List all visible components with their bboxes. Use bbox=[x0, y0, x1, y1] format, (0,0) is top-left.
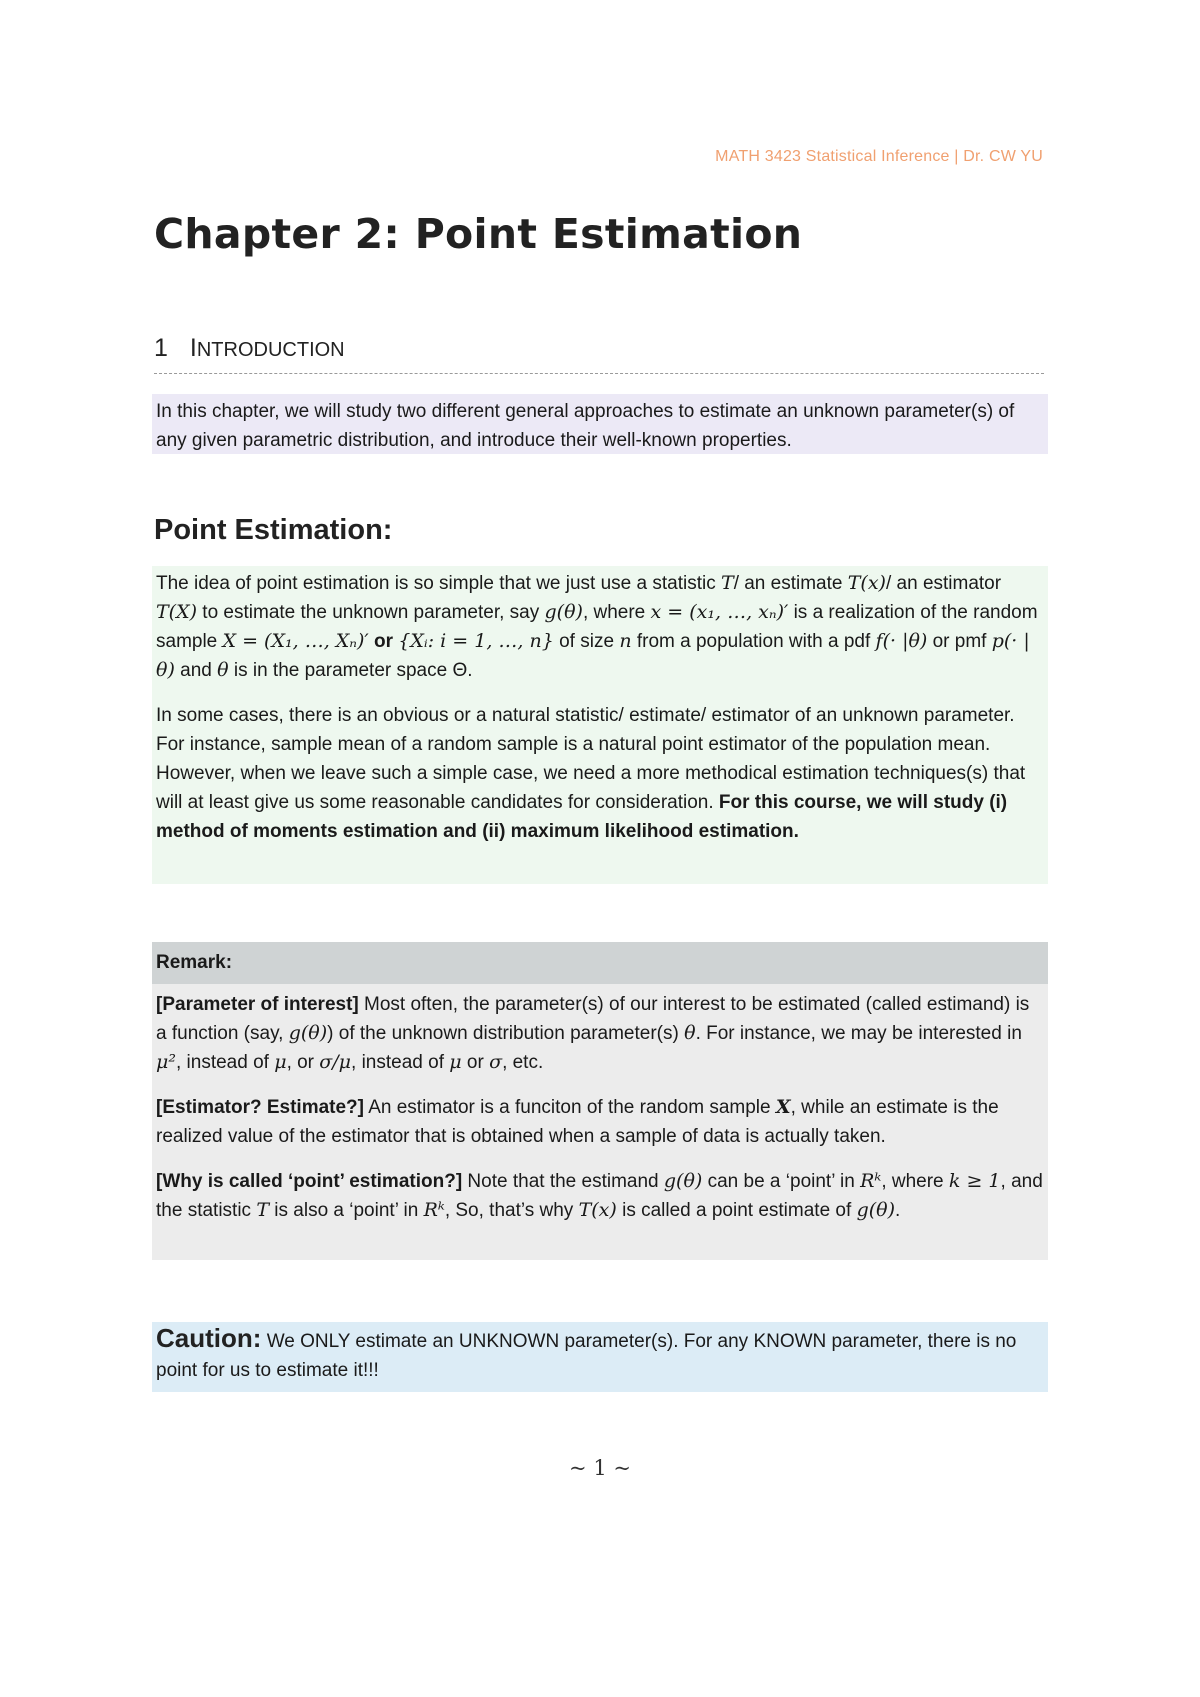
point-estimation-box bbox=[152, 566, 1048, 884]
text-run: is called a point estimate of bbox=[616, 1200, 857, 1221]
math-Tx: T(x) bbox=[847, 572, 886, 594]
math-pdf: f(· |θ) bbox=[875, 630, 928, 652]
caution-label: Caution: bbox=[156, 1323, 262, 1353]
intro-box bbox=[152, 394, 1048, 454]
math-pmf: p(· |θ) bbox=[156, 630, 1030, 681]
running-header: MATH 3423 Statistical Inference | Dr. CW YU bbox=[715, 148, 1043, 165]
remark-label: [Parameter of interest] bbox=[156, 994, 359, 1015]
math-g-theta: g(θ) bbox=[288, 1022, 328, 1044]
text-run: / an estimate bbox=[733, 573, 848, 594]
point-estimation-heading: Point Estimation: bbox=[154, 514, 393, 546]
text-run: Most often, the parameter(s) of our interest to be estimated (called estimand) is a function (say, bbox=[156, 994, 1030, 1044]
text-run: , instead of bbox=[351, 1052, 450, 1073]
text-run: . For instance, we may be interested in bbox=[695, 1023, 1022, 1044]
caution-box bbox=[152, 1322, 1048, 1392]
math-Rk: Rᵏ bbox=[423, 1199, 445, 1221]
section-number: 1 bbox=[154, 334, 168, 362]
caution-text bbox=[156, 1324, 1044, 1385]
text-run: can be a ‘point’ in bbox=[702, 1171, 861, 1192]
math-mu-squared: μ² bbox=[156, 1051, 176, 1073]
text-run: or pmf bbox=[927, 631, 992, 652]
intro-text: In this chapter, we will study two different general approaches to estimate an unknown parameter(s) of any given parametric distribution, and introduce their well-known properties. bbox=[156, 401, 1015, 451]
section-title-initial: I bbox=[189, 334, 197, 362]
text-run: ) of the unknown distribution parameter(s) bbox=[327, 1023, 685, 1044]
remark-label: [Why is called ‘point’ estimation?] bbox=[156, 1171, 463, 1192]
remark-heading: Remark: bbox=[152, 942, 1048, 984]
text-run: The idea of point estimation is so simple that we just use a statistic bbox=[156, 573, 721, 594]
math-x-def: x = (x₁, …, xₙ)′ bbox=[650, 601, 789, 623]
remark-body bbox=[152, 984, 1048, 1225]
math-g-theta: g(θ) bbox=[663, 1170, 703, 1192]
point-estimation-paragraph-2 bbox=[156, 701, 1044, 846]
page-number: ~ 1 ~ bbox=[569, 1456, 631, 1480]
remark-parameter-of-interest bbox=[156, 990, 1044, 1077]
math-mu: μ bbox=[274, 1051, 287, 1073]
text-run: and bbox=[174, 660, 218, 681]
math-n: n bbox=[619, 630, 632, 652]
text-run: , or bbox=[286, 1052, 320, 1073]
text-run: , etc. bbox=[502, 1052, 544, 1073]
text-run: , So, that’s why bbox=[444, 1200, 579, 1221]
remark-box bbox=[152, 942, 1048, 1260]
text-run: to estimate the unknown parameter, say bbox=[197, 602, 545, 623]
math-X-set: {Xᵢ: i = 1, …, n} bbox=[398, 630, 554, 652]
math-theta: θ bbox=[684, 1022, 696, 1044]
text-run: , and the statistic bbox=[156, 1171, 1043, 1221]
remark-estimator-estimate bbox=[156, 1093, 1044, 1151]
text-run: is also a ‘point’ in bbox=[269, 1200, 424, 1221]
text-run: is a realization of the random sample bbox=[156, 602, 1038, 652]
text-run: In some cases, there is an obvious or a natural statistic/ estimate/ estimator of an unknown parameter. For instance, sample mean of a random sample is a natural point estimator of the population mean. However, when we leave such a simple case, we need a more methodical estimation techniques(s) that will at least give us some reasonable candidates for consideration. bbox=[156, 705, 1026, 813]
text-run: or bbox=[368, 631, 399, 652]
math-Tx: T(x) bbox=[578, 1199, 617, 1221]
section-heading bbox=[154, 334, 1044, 374]
text-run: , while an estimate is the realized value of the estimator that is obtained when a sample of data is actually taken. bbox=[156, 1097, 999, 1147]
text-run: An estimator is a funciton of the random sample bbox=[363, 1097, 776, 1118]
math-g-theta: g(θ) bbox=[544, 601, 583, 623]
text-run: , instead of bbox=[175, 1052, 275, 1073]
math-T: T bbox=[721, 572, 734, 594]
math-sigma: σ bbox=[489, 1051, 503, 1073]
text-run: / an estimator bbox=[885, 573, 1002, 594]
math-T: T bbox=[256, 1199, 270, 1221]
text-run: Note that the estimand bbox=[462, 1171, 664, 1192]
math-g-theta: g(θ) bbox=[856, 1199, 895, 1221]
remark-label: [Estimator? Estimate?] bbox=[156, 1097, 364, 1118]
math-X-def: X = (X₁, …, Xₙ)′ bbox=[222, 630, 369, 652]
math-Rk: Rᵏ bbox=[860, 1170, 882, 1192]
math-theta: θ bbox=[217, 659, 229, 681]
math-TX: T(X) bbox=[156, 601, 198, 623]
text-run: from a population with a pdf bbox=[631, 631, 876, 652]
section-title-rest: NTRODUCTION bbox=[196, 339, 345, 361]
text-run: is in the parameter space Θ. bbox=[228, 660, 473, 681]
point-estimation-paragraph-1 bbox=[156, 569, 1044, 685]
text-run: , where bbox=[582, 602, 651, 623]
math-X: X bbox=[775, 1096, 791, 1118]
course-focus-text: For this course, we will study (i) method of moments estimation and (ii) maximum likelihood estimation. bbox=[156, 792, 1008, 842]
remark-why-point bbox=[156, 1167, 1044, 1225]
text-run: , where bbox=[881, 1171, 949, 1192]
math-sigma-over-mu: σ/μ bbox=[319, 1051, 352, 1073]
math-k-geq-1: k ≥ 1 bbox=[948, 1170, 1001, 1192]
text-run: . bbox=[895, 1200, 901, 1221]
text-run: of size bbox=[553, 631, 620, 652]
text-run: or bbox=[461, 1052, 490, 1073]
math-mu: μ bbox=[449, 1051, 462, 1073]
text-run: We ONLY estimate an UNKNOWN parameter(s). For any KNOWN parameter, there is no point for us to estimate it!!! bbox=[156, 1331, 1017, 1381]
chapter-title: Chapter 2: Point Estimation bbox=[154, 210, 803, 258]
